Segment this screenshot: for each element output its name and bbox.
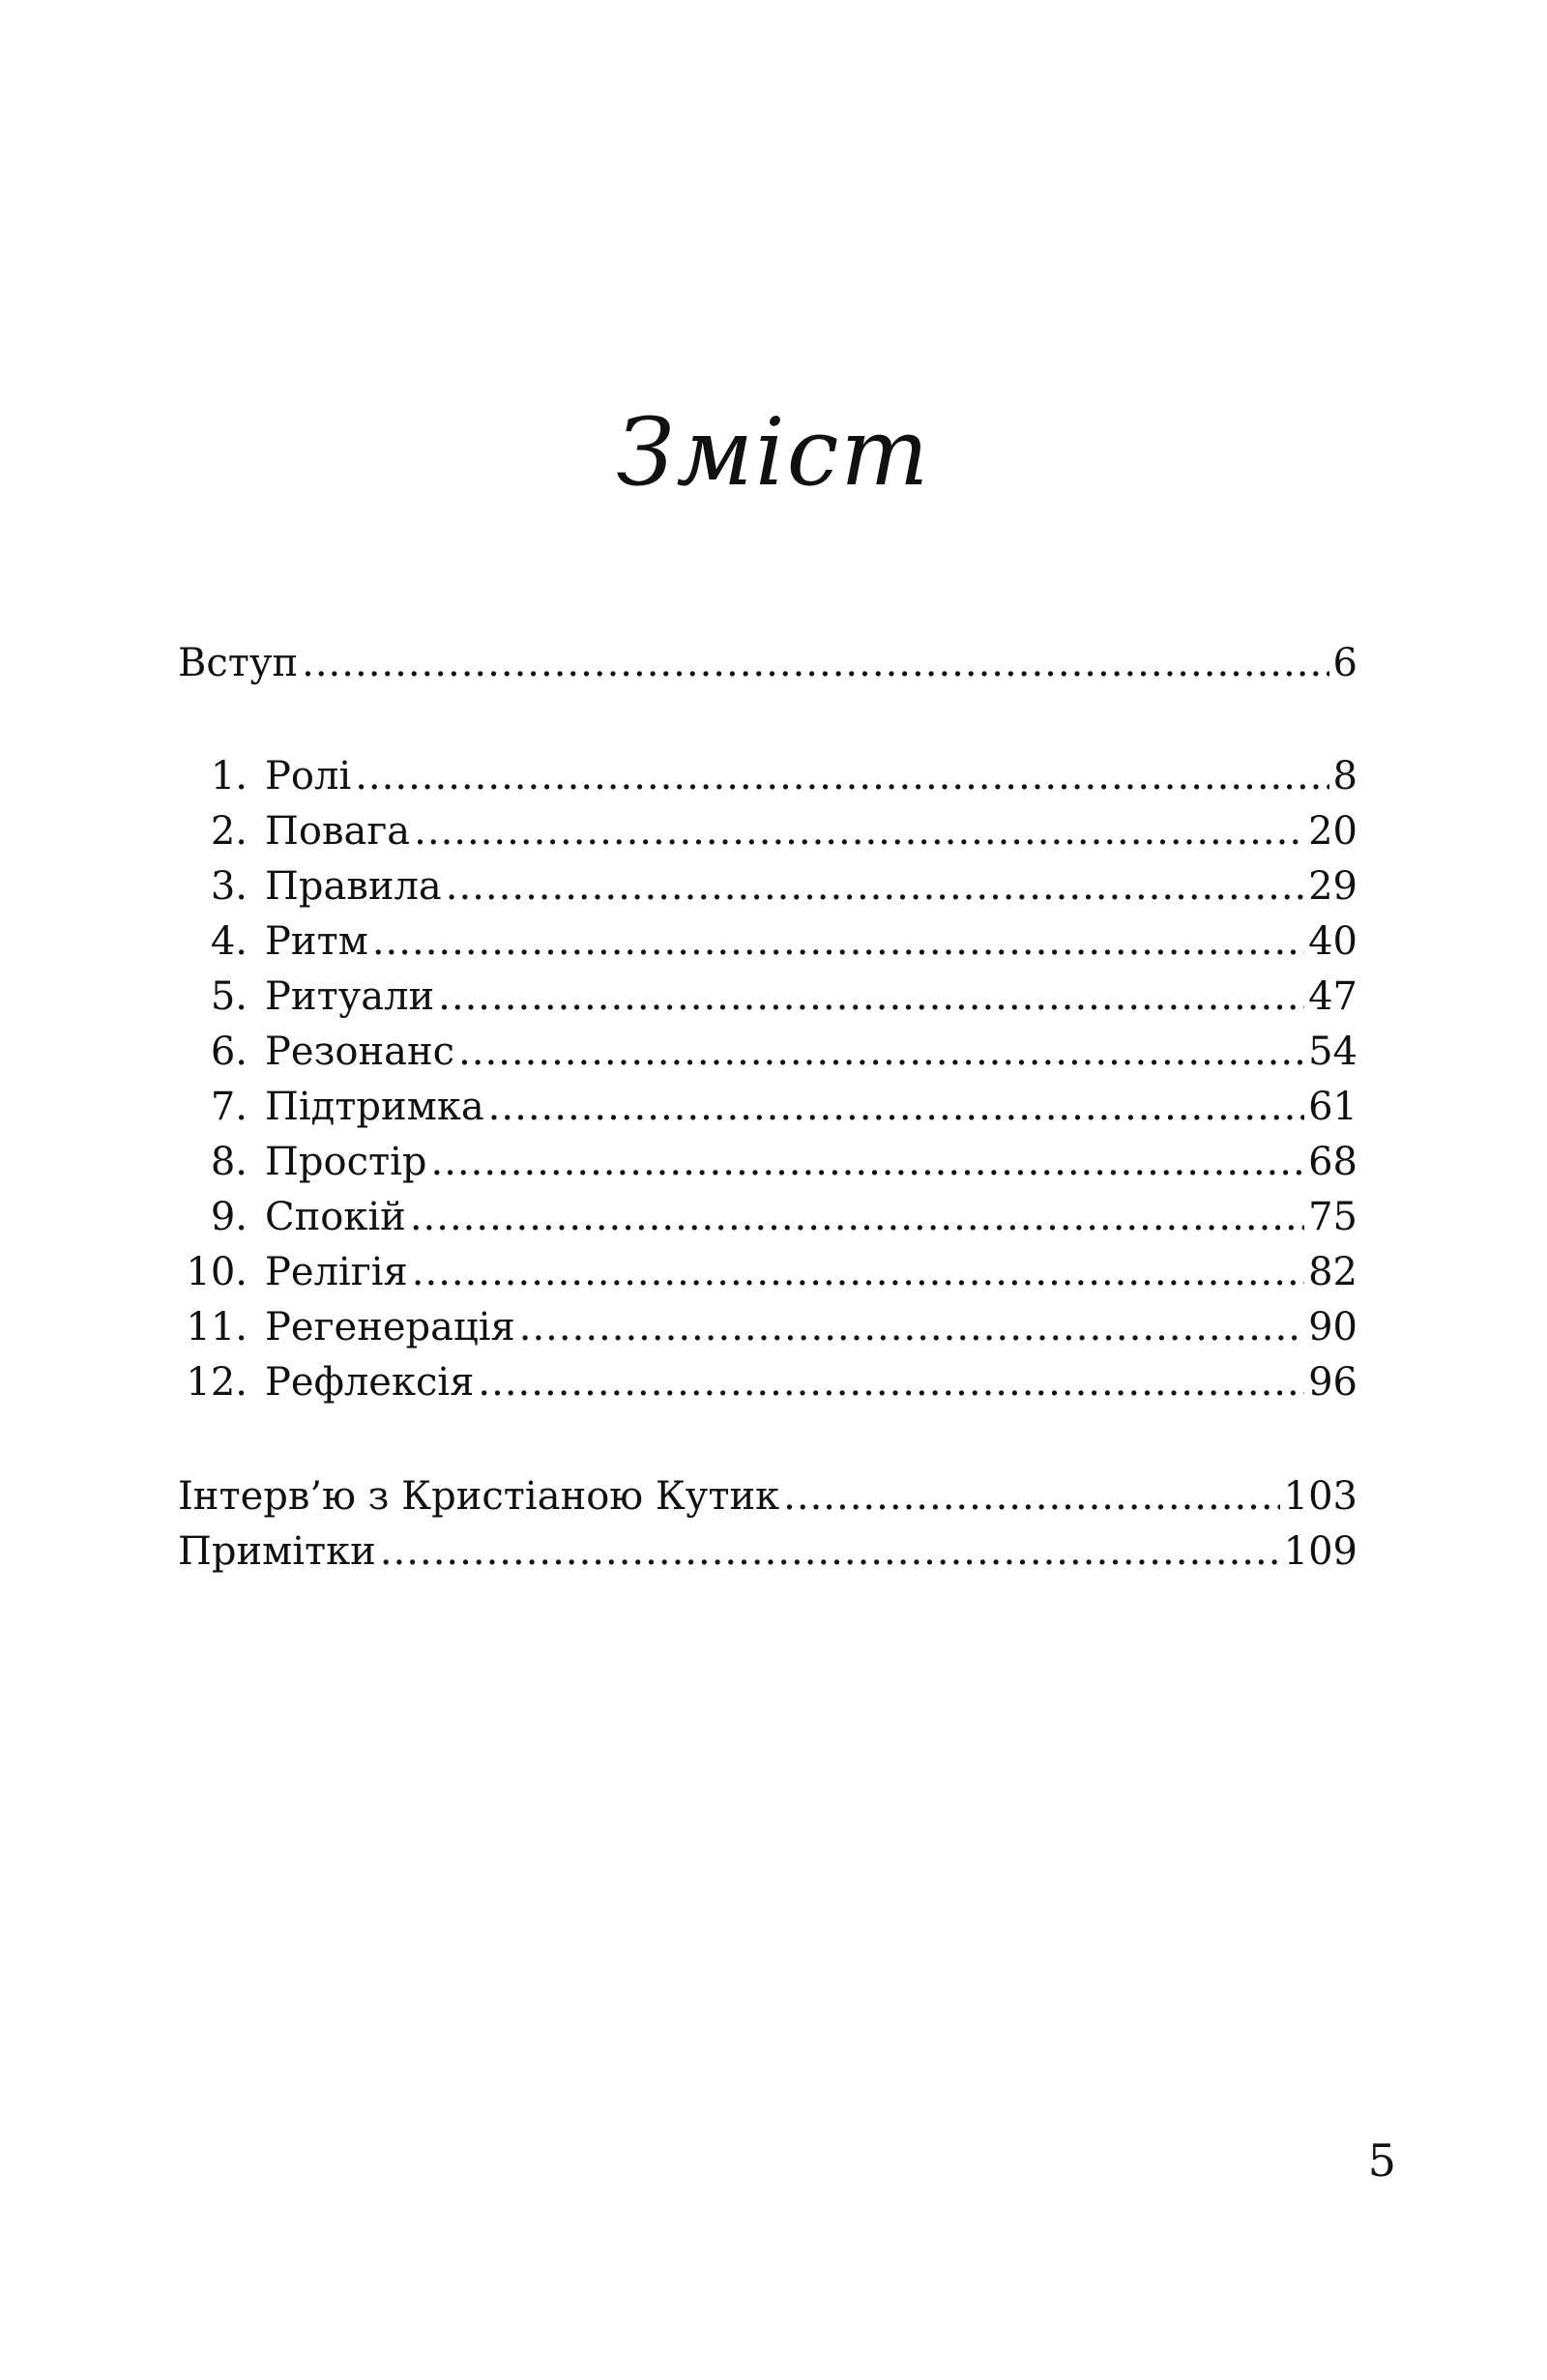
dot-leader: [438, 970, 1304, 1025]
chapter-page: 90: [1308, 1305, 1357, 1350]
toc-entry-label: Вступ: [178, 641, 299, 685]
chapter-title: Спокій: [265, 1195, 406, 1239]
toc-entry-chapter[interactable]: [178, 1190, 1357, 1245]
toc-entry-notes[interactable]: [178, 1524, 1357, 1580]
chapter-page: 8: [1332, 754, 1357, 798]
toc-entry-intro[interactable]: [178, 636, 1357, 691]
chapter-page: 61: [1308, 1085, 1357, 1129]
chapter-number: 4.: [210, 919, 248, 964]
toc-entry-chapter[interactable]: [178, 1245, 1357, 1300]
chapter-title: Релігія: [265, 1250, 408, 1294]
chapter-title: Простір: [265, 1140, 427, 1184]
chapter-number: 8.: [210, 1140, 248, 1184]
chapter-number: 2.: [210, 809, 248, 854]
toc-entry-interview[interactable]: [178, 1469, 1357, 1524]
toc-appendix: [178, 1469, 1357, 1580]
toc-entry-chapter[interactable]: [178, 1355, 1357, 1410]
toc-entry-chapter[interactable]: [178, 859, 1357, 914]
chapter-number: 7.: [210, 1085, 248, 1129]
chapter-title: Ритуали: [265, 974, 435, 1019]
chapter-page: 40: [1308, 919, 1357, 964]
chapter-page: 75: [1308, 1195, 1357, 1239]
chapter-title: Рефлексія: [265, 1360, 475, 1405]
toc-entry-chapter[interactable]: [178, 1135, 1357, 1190]
chapter-number: 3.: [210, 864, 248, 909]
chapter-page: 29: [1308, 864, 1357, 909]
dot-leader: [458, 1025, 1304, 1080]
chapter-number: 11.: [186, 1305, 248, 1350]
dot-leader: [380, 1524, 1280, 1580]
toc-entry-chapter[interactable]: [178, 970, 1357, 1025]
chapter-title: Правила: [265, 864, 442, 909]
chapter-number: 12.: [186, 1360, 248, 1405]
dot-leader: [431, 1135, 1305, 1190]
chapter-number: 10.: [186, 1250, 248, 1294]
dot-leader: [488, 1080, 1304, 1135]
toc-entry-label: Примітки: [178, 1529, 376, 1574]
chapter-page: 20: [1308, 809, 1357, 854]
chapter-number: 6.: [210, 1030, 248, 1074]
chapter-title: Ролі: [265, 754, 352, 798]
dot-leader: [783, 1469, 1280, 1524]
chapter-page: 96: [1308, 1360, 1357, 1405]
chapter-title: Регенерація: [265, 1305, 515, 1350]
chapter-page: 47: [1308, 974, 1357, 1019]
chapter-number: 1.: [210, 754, 248, 798]
toc-entry-chapter[interactable]: [178, 1025, 1357, 1080]
chapter-title: Ритм: [265, 919, 368, 964]
chapter-title: Підтримка: [265, 1085, 484, 1129]
toc-entry-page: 103: [1283, 1474, 1357, 1519]
toc-entry-chapter[interactable]: [178, 914, 1357, 970]
toc-entry-chapter[interactable]: [178, 1300, 1357, 1355]
toc-entry-chapter[interactable]: [178, 1080, 1357, 1135]
toc-intro: [178, 636, 1357, 691]
chapter-title: Повага: [265, 809, 411, 854]
page-number: 5: [1367, 2134, 1396, 2187]
dot-leader: [412, 1245, 1304, 1300]
dot-leader: [372, 914, 1304, 970]
dot-leader: [410, 1190, 1304, 1245]
dot-leader: [519, 1300, 1304, 1355]
toc-entry-chapter[interactable]: [178, 804, 1357, 859]
dot-leader: [355, 749, 1328, 804]
dot-leader: [478, 1355, 1304, 1410]
page-title: Зміст: [616, 398, 931, 507]
chapter-page: 54: [1308, 1030, 1357, 1074]
chapter-page: 82: [1308, 1250, 1357, 1294]
toc-entry-page: 109: [1283, 1529, 1357, 1574]
chapter-title: Резонанс: [265, 1030, 455, 1074]
toc-entry-chapter[interactable]: [178, 749, 1357, 804]
chapter-number: 9.: [210, 1195, 248, 1239]
dot-leader: [414, 804, 1304, 859]
chapter-number: 5.: [210, 974, 248, 1019]
dot-leader: [446, 859, 1304, 914]
toc-chapters: [178, 749, 1357, 1410]
dot-leader: [302, 636, 1328, 691]
toc-entry-label: Інтерв’ю з Кристіаною Кутик: [178, 1474, 780, 1519]
chapter-page: 68: [1308, 1140, 1357, 1184]
toc-entry-page: 6: [1332, 641, 1357, 685]
